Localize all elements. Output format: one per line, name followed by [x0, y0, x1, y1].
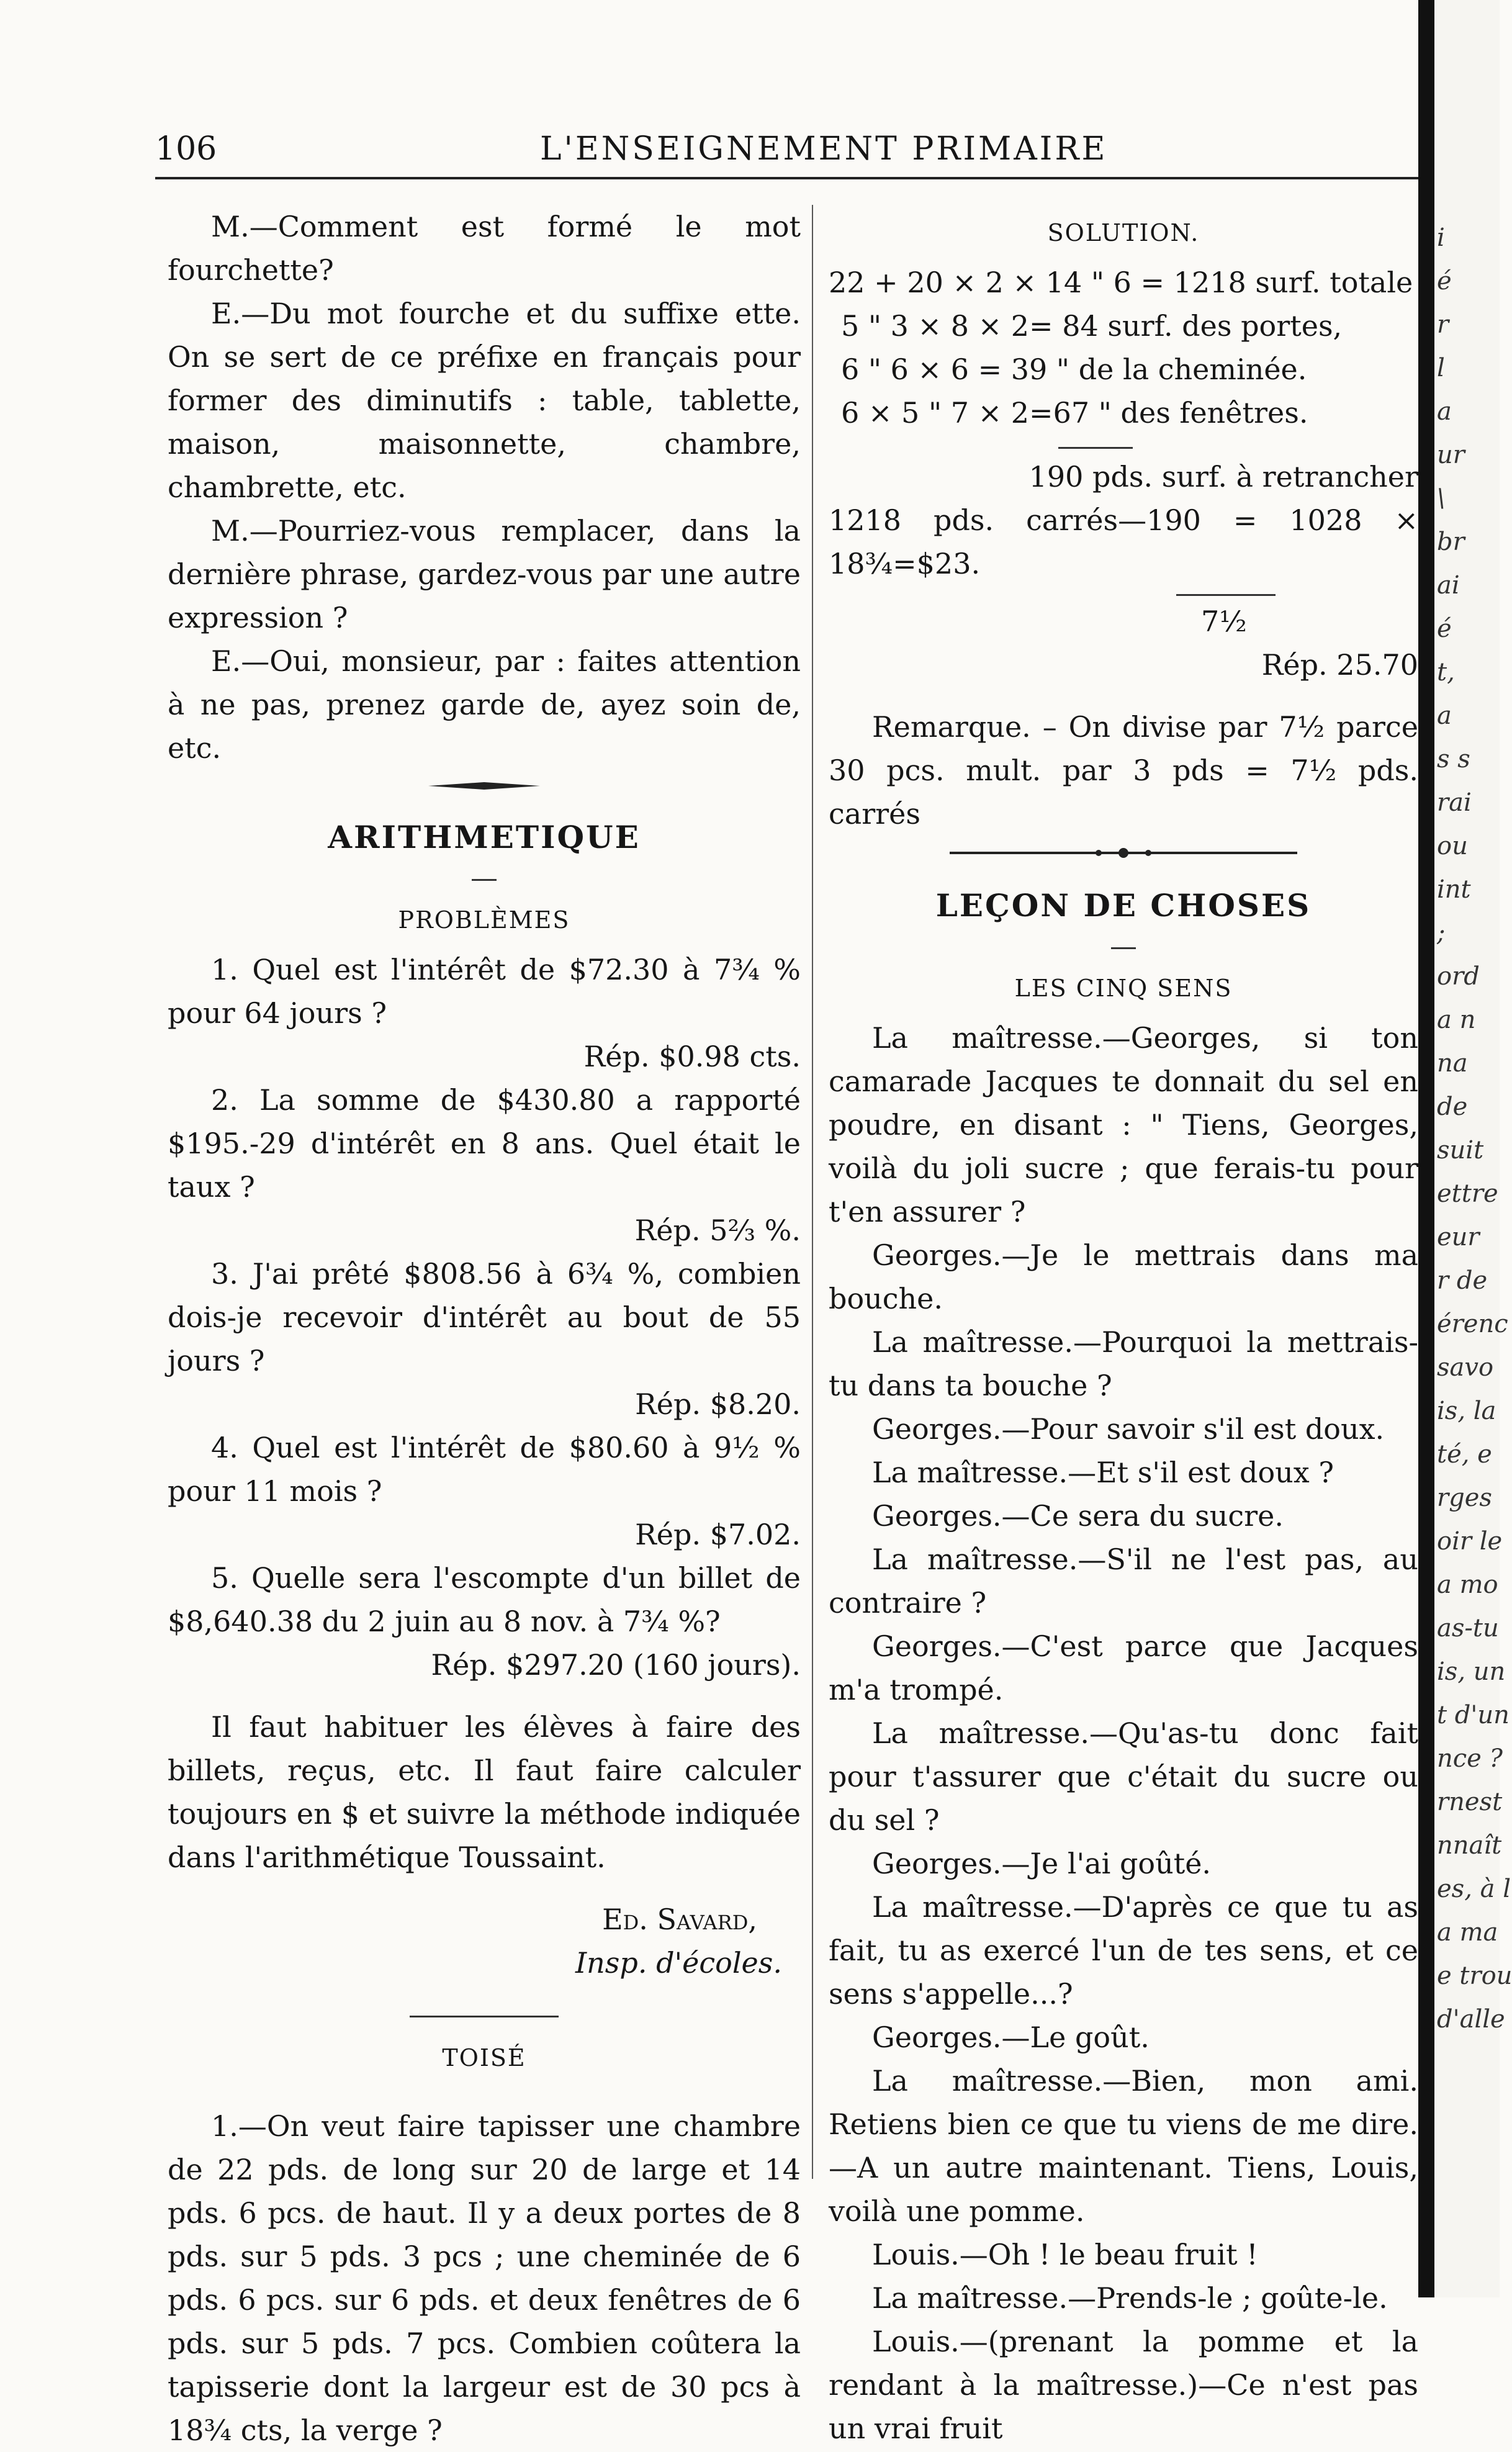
problem-answer: Rép. $8.20. [635, 1387, 801, 1421]
adjacent-page-fragment: rnest [1437, 1788, 1503, 1816]
lesson-line: Louis.—(prenant la pomme et la rendant à la maîtresse.)—Ce n'est pas un vrai fruit [829, 2325, 1418, 2445]
lesson-line: La maîtresse.—Qu'as-tu donc fait pour t'assurer que c'était du sucre ou du sel ? [829, 1716, 1418, 1837]
solution-remark: Remarque. – On divise par 7½ parce 30 pcs. mult. par 3 pds = 7½ pds. carrés [829, 710, 1418, 831]
adjacent-page-fragment: t d'un [1437, 1701, 1510, 1729]
adjacent-page-fragment: ur [1437, 441, 1465, 469]
section-rule [410, 2016, 559, 2017]
adjacent-page-fragment: suit [1437, 1136, 1484, 1165]
solution-title: SOLUTION. [1047, 219, 1200, 246]
adjacent-page-fragment: e trou [1437, 1962, 1512, 1990]
solution-subtotal: 190 pds. surf. à retrancher [1028, 460, 1418, 494]
adjacent-page-fragment: i [1437, 223, 1445, 252]
right-column [829, 205, 1418, 2450]
lesson-line: La maîtresse.—Bien, mon ami. Retiens bien ce que tu viens de me dire.—A un autre maintenant. Tiens, Louis, voilà une pomme. [829, 2064, 1418, 2228]
adjacent-page-fragment: é [1437, 267, 1452, 295]
sum-rule [1058, 447, 1133, 449]
adjacent-page-fragment: ; [1437, 919, 1446, 947]
short-rule [472, 879, 497, 881]
solution-line: 5 " 3 × 8 × 2= 84 surf. des portes, [841, 309, 1343, 343]
division-rule [1176, 594, 1276, 596]
adjacent-page-fragment: oir le [1437, 1527, 1503, 1556]
lesson-line: La maîtresse.—Prends-le ; goûte-le. [872, 2281, 1388, 2315]
adjacent-page-fragment: érenc [1437, 1310, 1508, 1338]
lesson-line: La maîtresse.—Pourquoi la mettrais-tu dans ta bouche ? [829, 1325, 1418, 1402]
adjacent-page-fragment: br [1437, 528, 1465, 556]
adjacent-page-fragment: nnaît [1437, 1831, 1502, 1860]
section-title-arithmetique: ARITHMETIQUE [328, 819, 641, 855]
adjacent-page-fragment: rai [1437, 788, 1472, 817]
solution-calc: 1218 pds. carrés—190 = 1028 × 18¾=$23. [829, 503, 1418, 580]
adjacent-page-fragment: savo [1437, 1353, 1494, 1382]
page-header [155, 130, 1390, 174]
adjacent-page-fragment: rges [1437, 1484, 1492, 1512]
adjacent-page-fragment: t, [1437, 658, 1455, 687]
adjacent-page-fragment: is, un [1437, 1657, 1506, 1686]
subsection-title-cinq-sens: LES CINQ SENS [1014, 975, 1233, 1002]
dialogue-line: M.—Comment est formé le mot fourchette? [168, 210, 801, 287]
problem-answer: Rép. 5⅔ %. [634, 1214, 801, 1247]
problem-question: 4. Quel est l'intérêt de $80.60 à 9½ % pour 11 mois ? [168, 1431, 801, 1508]
left-column [168, 205, 801, 2452]
lesson-line: La maîtresse.—S'il ne l'est pas, au contraire ? [829, 1543, 1418, 1620]
adjacent-page-fragment: s s [1437, 745, 1470, 773]
adjacent-page-fragment: ettre [1437, 1179, 1498, 1208]
section-title-lecon: LEÇON DE CHOSES [935, 887, 1312, 924]
lesson-line: La maîtresse.—Et s'il est doux ? [872, 1456, 1334, 1489]
ornament-divider [937, 847, 1310, 859]
adjacent-page-fragment: eur [1437, 1223, 1480, 1251]
header-rule [155, 177, 1428, 179]
adjacent-page-fragment: \ [1437, 484, 1446, 513]
toise-problem: 1.—On veut faire tapisser une chambre de 22 pds. de long sur 20 de large et 14 pds. 6 pcs. de haut. Il y a deux portes de 8 pds. sur 5 pds. 3 pcs ; une cheminée de 6 pds. 6 pcs. sur 6 pds. et deux fenêtres de 6 pds. sur 5 pds. 7 pcs. Combien coûtera la tapisserie dont la largeur est de 30 pcs à 18¾ cts, la verge ? [168, 2109, 801, 2447]
adjacent-page-fragment: is, la [1437, 1397, 1496, 1425]
adjacent-page-fragment: ord [1437, 962, 1480, 991]
problem-question: 1. Quel est l'intérêt de $72.30 à 7¾ % pour 64 jours ? [168, 953, 801, 1030]
adjacent-page-fragment: a n [1437, 1006, 1476, 1034]
adjacent-page-fragment: int [1437, 875, 1471, 904]
solution-line: 6 " 6 × 6 = 39 " de la cheminée. [841, 353, 1307, 386]
solution-divisor: 7½ [1201, 605, 1247, 638]
column-divider [812, 205, 813, 2179]
lesson-line: Georges.—Je le mettrais dans ma bouche. [829, 1238, 1418, 1315]
adjacent-page-fragment: as-tu [1437, 1614, 1499, 1643]
adjacent-page-fragment: na [1437, 1049, 1468, 1078]
lesson-line: Georges.—Ce sera du sucre. [872, 1499, 1284, 1533]
adjacent-page-fragment: ai [1437, 571, 1460, 600]
running-title: L'ENSEIGNEMENT PRIMAIRE [540, 130, 1108, 168]
signature-name: Ed. Savard, [602, 1903, 757, 1936]
adjacent-page-fragment: a [1437, 701, 1452, 730]
dialogue-line: E.—Du mot fourche et du suffixe ette. On se sert de ce préfixe en français pour former des diminutifs : table, tablette, maison, maisonnette, chambre, chambrette, etc. [168, 297, 801, 504]
subsection-title-problemes: PROBLÈMES [398, 906, 570, 934]
ornament-divider [422, 781, 546, 791]
problem-question: 2. La somme de $430.80 a rapporté $195.-29 d'intérêt en 8 ans. Quel était le taux ? [168, 1083, 801, 1204]
adjacent-page-fragment: té, e [1437, 1440, 1492, 1469]
lesson-line: Georges.—Pour savoir s'il est doux. [872, 1412, 1385, 1446]
problem-answer: Rép. $297.20 (160 jours). [431, 1648, 801, 1682]
solution-answer: Rép. 25.70 [1261, 648, 1418, 682]
lesson-line: Georges.—Je l'ai goûté. [872, 1847, 1212, 1880]
lesson-line: Louis.—Oh ! le beau fruit ! [872, 2238, 1258, 2271]
adjacent-page-fragment: a mo [1437, 1571, 1498, 1599]
lesson-line: La maîtresse.—D'après ce que tu as fait, tu as exercé l'un de tes sens, et ce sens s'appelle...? [829, 1890, 1418, 2011]
teaching-note: Il faut habituer les élèves à faire des billets, reçus, etc. Il faut faire calculer toujours en $ et suivre la méthode indiquée dans l'arithmétique Toussaint. [168, 1710, 801, 1874]
problem-question: 3. J'ai prêté $808.56 à 6¾ %, combien dois-je recevoir d'intérêt au bout de 55 jours ? [168, 1257, 801, 1377]
adjacent-page-fragment: a [1437, 397, 1452, 426]
adjacent-page-fragment: ou [1437, 832, 1468, 860]
page-number: 106 [155, 130, 217, 168]
lesson-line: Georges.—Le goût. [872, 2021, 1150, 2054]
adjacent-page-fragment: r [1437, 310, 1449, 339]
short-rule [1111, 947, 1136, 949]
problem-answer: Rép. $0.98 cts. [583, 1040, 801, 1073]
adjacent-page-fragment: a ma [1437, 1918, 1498, 1947]
dialogue-line: M.—Pourriez-vous remplacer, dans la dernière phrase, gardez-vous par une autre expression ? [168, 514, 801, 634]
adjacent-page-fragment: r de [1437, 1266, 1488, 1295]
book-gutter-shadow [1418, 0, 1434, 2297]
subsection-title-toise: TOISÉ [442, 2044, 526, 2071]
signature-title: Insp. d'écoles. [575, 1946, 782, 1980]
solution-line: 22 + 20 × 2 × 14 " 6 = 1218 surf. totale [829, 266, 1413, 299]
problem-answer: Rép. $7.02. [635, 1518, 801, 1551]
solution-line: 6 × 5 " 7 × 2=67 " des fenêtres. [841, 396, 1308, 430]
lesson-line: La maîtresse.—Georges, si ton camarade Jacques te donnait du sel en poudre, en disant : " Tiens, Georges, voilà du joli sucre ; que ferais-tu pour t'en assurer ? [829, 1021, 1418, 1228]
adjacent-page-fragment: de [1437, 1093, 1468, 1121]
lesson-line: Georges.—C'est parce que Jacques m'a trompé. [829, 1629, 1418, 1706]
adjacent-page-fragment: d'alle [1437, 2005, 1505, 2034]
adjacent-page-fragment: l [1437, 354, 1445, 382]
adjacent-page-fragment: é [1437, 615, 1452, 643]
adjacent-page-fragment: es, à l [1437, 1875, 1511, 1903]
dialogue-line: E.—Oui, monsieur, par : faites attention à ne pas, prenez garde de, ayez soin de, etc. [168, 644, 801, 765]
problem-question: 5. Quelle sera l'escompte d'un billet de $8,640.38 du 2 juin au 8 nov. à 7¾ %? [168, 1561, 801, 1638]
adjacent-page-fragment: nce ? [1437, 1744, 1503, 1773]
